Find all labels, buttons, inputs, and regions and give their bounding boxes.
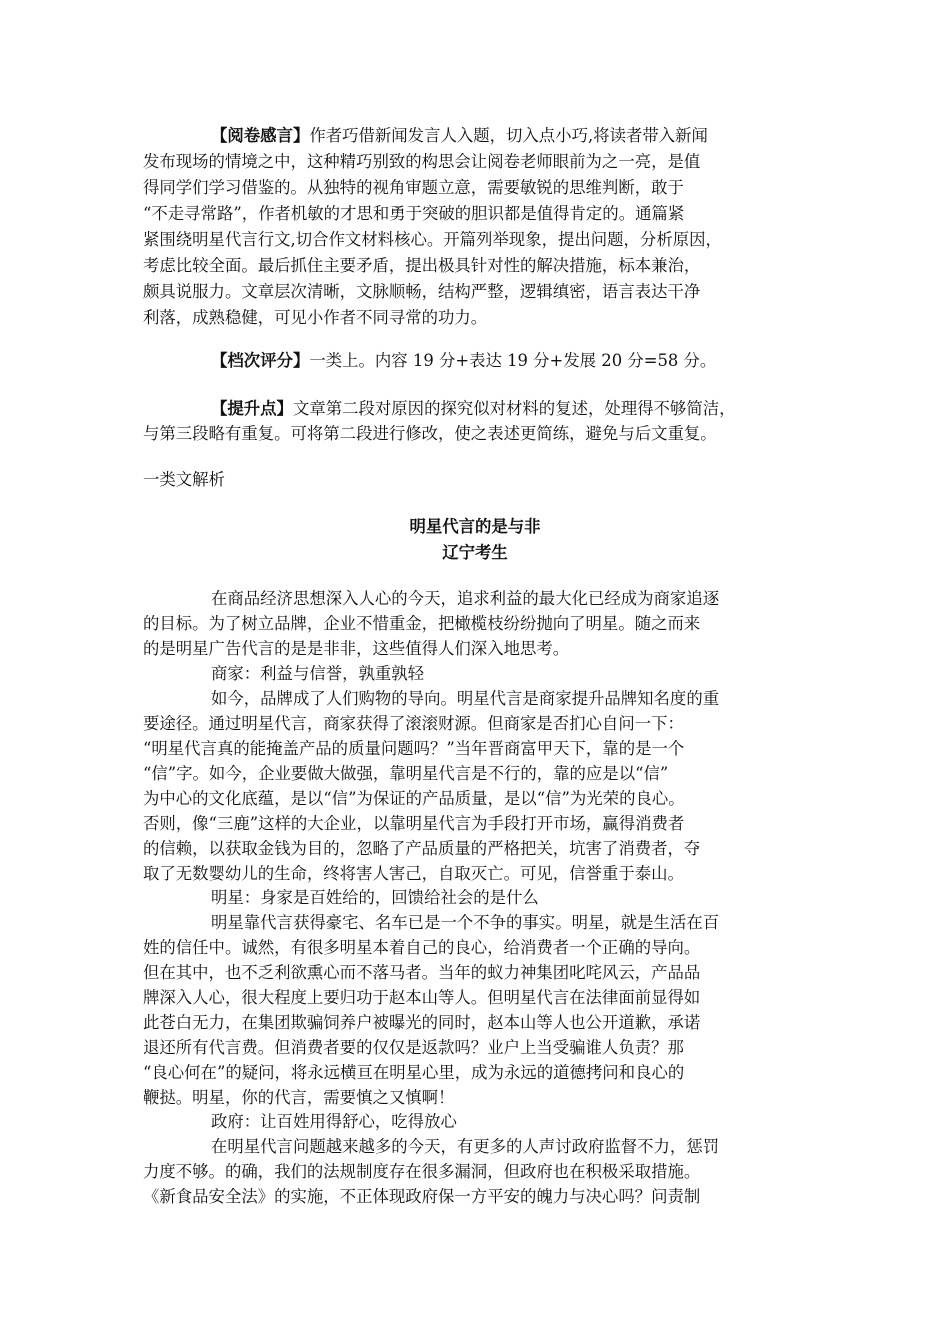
essay-line: 的目标。为了树立品牌，企业不惜重金，把橄榄枝纷纷抛向了明星。随之而来 (143, 614, 701, 633)
section-heading: 一类文解析 (143, 470, 225, 489)
essay-line: 退还所有代言费。但消费者要的仅仅是返款吗？业户上当受骗谁人负责？那 (143, 1038, 684, 1057)
essay-line: 为中心的文化底蕴，是以“信”为保证的产品质量，是以“信”为光荣的良心。 (143, 789, 685, 808)
grade-line (211, 348, 716, 374)
improve-text: 文章第二段对原因的探究似对材料的复述，处理得不够简洁， (292, 399, 736, 418)
review-line: 发布现场的情境之中，这种精巧别致的构思会让阅卷老师眼前为之一亮，是值 (143, 152, 701, 171)
review-line: 紧围绕明星代言行文,切合作文材料核心。开篇列举现象，提出问题，分析原因， (143, 230, 722, 249)
essay-line: “良心何在”的疑问，将永远横亘在明星心里，成为永远的道德拷问和良心的 (143, 1063, 685, 1082)
improve-line-1 (211, 396, 736, 422)
essay-subheading: 商家：利益与信誉，孰重孰轻 (211, 664, 425, 683)
grade-label: 【档次评分】 (211, 351, 310, 370)
essay-line: “信”字。如今，企业要做大做强，靠明星代言是不行的，靠的应是以“信” (143, 764, 669, 783)
review-line: 利落，成熟稳健，可见小作者不同寻常的功力。 (143, 308, 488, 327)
grade-text: 一类上。内容 19 分+表达 19 分+发展 20 分=58 分。 (309, 351, 717, 370)
review-line: 颇具说服力。文章层次清晰，文脉顺畅，结构严整，逻辑缜密，语言表达干净 (143, 282, 701, 301)
review-label: 【阅卷感言】 (211, 126, 310, 145)
essay-author: 辽宁考生 (442, 543, 508, 562)
essay-line: 但在其中，也不乏利欲熏心而不落马者。当年的蚁力神集团叱咤风云，产品品 (143, 963, 701, 982)
review-line-1 (211, 123, 708, 149)
essay-line: 要途径。通过明星代言，商家获得了滚滚财源。但商家是否扪心自问一下： (143, 714, 684, 733)
essay-line: “明星代言真的能掩盖产品的质量问题吗？”当年晋商富甲天下，靠的是一个 (143, 739, 685, 758)
improve-line: 与第三段略有重复。可将第二段进行修改，使之表述更简练，避免与后文重复。 (143, 424, 717, 443)
essay-line: 鞭挞。明星，你的代言，需要慎之又慎啊！ (143, 1088, 455, 1107)
essay-line: 否则，像“三鹿”这样的大企业，以靠明星代言为手段打开市场，赢得消费者 (143, 814, 685, 833)
essay-subheading: 明星：身家是百姓给的，回馈给社会的是什么 (211, 888, 539, 907)
essay-line: 在商品经济思想深入人心的今天，追求利益的最大化已经成为商家追逐 (211, 589, 720, 608)
review-line: “不走寻常路”，作者机敏的才思和勇于突破的胆识都是值得肯定的。通篇紧 (143, 204, 685, 223)
essay-line: 的信赖，以获取金钱为目的，忽略了产品质量的严格把关，坑害了消费者，夺 (143, 839, 701, 858)
essay-line: 牌深入人心，很大程度上要归功于赵本山等人。但明星代言在法律面前显得如 (143, 988, 701, 1007)
review-line: 考虑比较全面。最后抓住主要矛盾，提出极具针对性的解决措施，标本兼治， (143, 256, 701, 275)
essay-title: 明星代言的是与非 (409, 517, 541, 536)
essay-line: 《新食品安全法》的实施，不正体现政府保一方平安的魄力与决心吗？问责制 (143, 1187, 701, 1206)
essay-line: 如今，品牌成了人们购物的导向。明星代言是商家提升品牌知名度的重 (211, 689, 720, 708)
improve-label: 【提升点】 (211, 399, 293, 418)
essay-line: 在明星代言问题越来越多的今天，有更多的人声讨政府监督不力，惩罚 (211, 1137, 720, 1156)
review-text: 作者巧借新闻发言人入题，切入点小巧,将读者带入新闻 (309, 126, 708, 145)
essay-subheading: 政府：让百姓用得舒心，吃得放心 (211, 1112, 457, 1131)
essay-line: 取了无数婴幼儿的生命，终将害人害己，自取灭亡。可见，信誉重于泰山。 (143, 864, 684, 883)
essay-line: 此苍白无力，在集团欺骗饲养户被曝光的同时，赵本山等人也公开道歉，承诺 (143, 1013, 701, 1032)
essay-line: 姓的信任中。诚然，有很多明星本着自己的良心，给消费者一个正确的导向。 (143, 938, 701, 957)
essay-line: 的是明星广告代言的是是非非，这些值得人们深入地思考。 (143, 639, 570, 658)
essay-line: 力度不够。的确，我们的法规制度存在很多漏洞，但政府也在积极采取措施。 (143, 1162, 701, 1181)
review-line: 得同学们学习借鉴的。从独特的视角审题立意，需要敏锐的思维判断，敢于 (143, 178, 684, 197)
essay-line: 明星靠代言获得豪宅、名车已是一个不争的事实。明星，就是生活在百 (211, 913, 720, 932)
